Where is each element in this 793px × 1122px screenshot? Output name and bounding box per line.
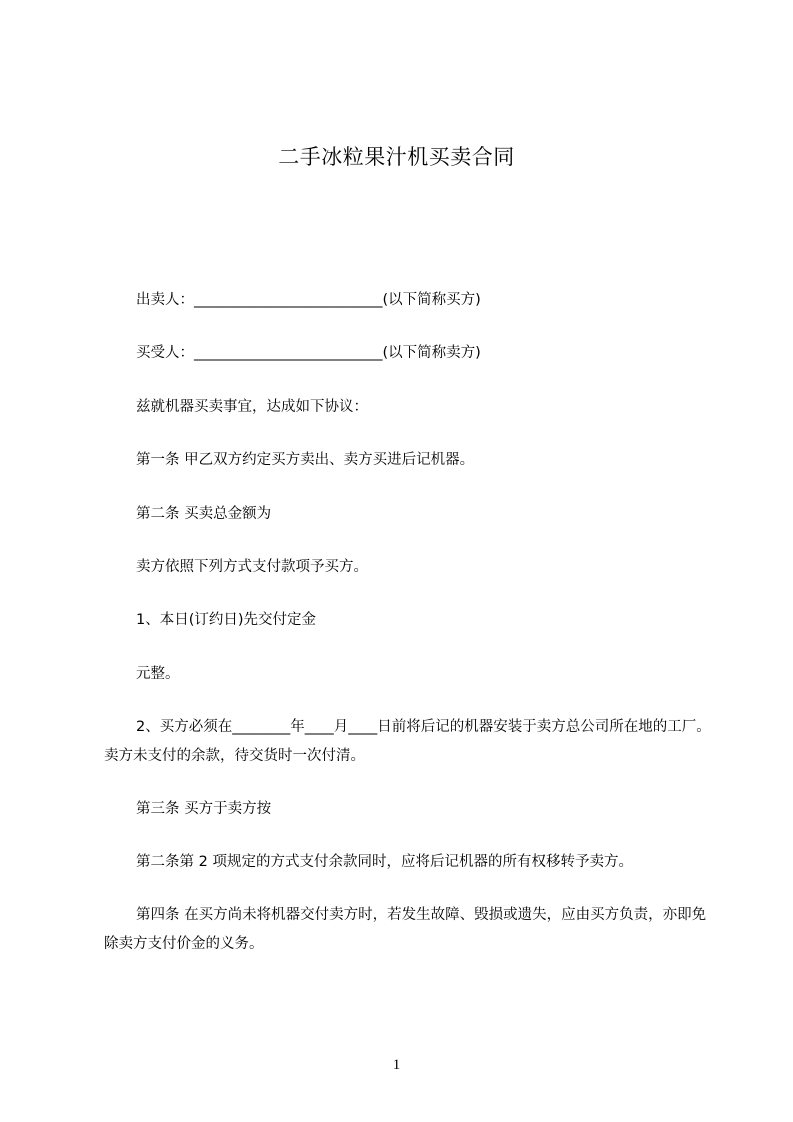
article-3-continued: 第二条第 2 项规定的方式支付余款同时，应将后记机器的所有权移转予卖方。 xyxy=(136,854,633,870)
payment-method: 卖方依照下列方式支付款项予买方。 xyxy=(136,559,368,575)
payment-item-1-amount: 元整。 xyxy=(136,666,180,682)
article-4: 第四条 在买方尚未将机器交付卖方时，若发生故障、毁损或遗失，应由买方负责，亦即免除卖方支付价金的义务。 xyxy=(104,907,707,952)
document-title: 二手冰粒果汁机买卖合同 xyxy=(278,145,515,169)
page-number: 1 xyxy=(392,1057,401,1073)
article-2: 第二条 买卖总金额为 xyxy=(136,506,272,522)
agreement-intro: 兹就机器买卖事宜，达成如下协议： xyxy=(136,399,368,415)
article-1: 第一条 甲乙双方约定买方卖出、卖方买进后记机器。 xyxy=(136,452,475,468)
article-3: 第三条 买方于卖方按 xyxy=(136,801,272,817)
payment-item-1: 1、本日(订约日)先交付定金 xyxy=(136,612,317,628)
buyer-line: 买受人：__________________________(以下简称卖方) xyxy=(136,345,481,361)
payment-item-2: 2、买方必须在________年____月____日前将后记的机器安装于卖方总公司所在地的工厂。卖方未支付的余款，待交货时一次付清。 xyxy=(104,719,711,764)
seller-line: 出卖人：__________________________(以下简称买方) xyxy=(136,292,481,308)
